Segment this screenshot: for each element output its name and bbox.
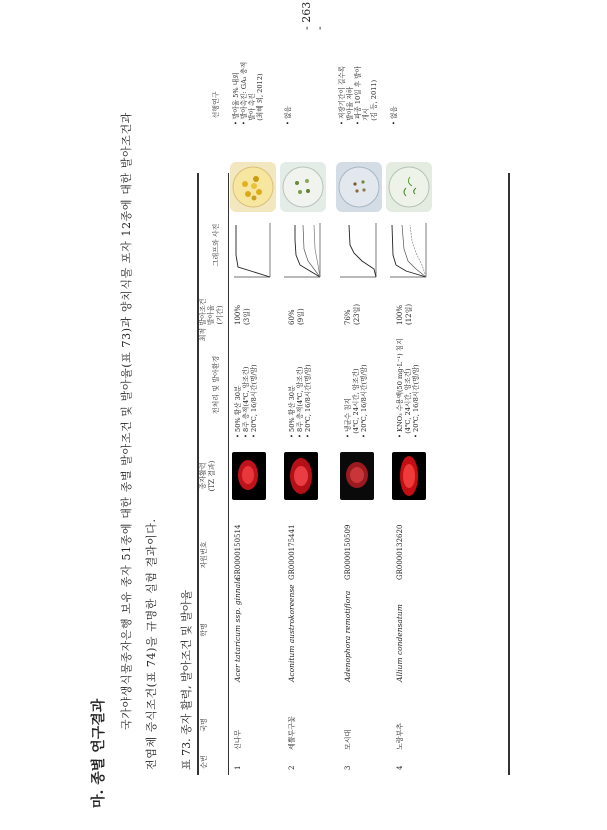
table-header-rule — [228, 173, 229, 775]
table-row-1-no: 1 — [234, 765, 242, 770]
header-korean: 국명 — [200, 718, 208, 732]
intro-line-2: 전엽체 증식조건(표 74)을 규명한 실험 결과이다. — [145, 518, 158, 770]
graph-4 — [386, 219, 432, 285]
table-row-4-scientific: Allium condensatum — [395, 604, 404, 682]
header-scientific: 학명 — [200, 623, 208, 637]
table-row-4-treatment: • KNO₃ 수용액(50 mg·L⁻¹) 침지 (4℃, 24시간, 암조건) • 20℃, 16/8시간(명/암) — [396, 338, 420, 438]
table-row-1-scientific: Acer tataricum ssp. ginnala — [233, 577, 242, 682]
header-graph: 그래프와 사진 — [212, 223, 220, 267]
header-optimal: 최적 발아조건 — [199, 298, 207, 342]
graph-2 — [280, 219, 326, 285]
table-bottom-rule — [508, 173, 510, 775]
table-row-2-treatment: • 50% 황산 30분 • 8주 층적(4℃, 암조건) • 20℃, 16/8시간(명/암) — [288, 364, 312, 438]
table-row-3-prior: • 저장기간이 길수록 발아율 저하 • 파종 10일 후 발아 개시 (김 등, 2011) — [338, 65, 378, 125]
table-row-2-korean: 세뿔투구꽃 — [288, 716, 296, 750]
table-row-4-rate: 100% (12일) — [396, 303, 413, 325]
table-row-3-treatment: • 냉균수 침지 (4℃, 24시간, 암조건) • 20℃, 16/8시간(명/암) — [344, 364, 368, 438]
dish-photo-4 — [386, 162, 432, 212]
header-treatment: 전처리 및 발아환경 — [212, 355, 220, 415]
tz-image-1 — [232, 452, 266, 500]
intro-line-1: 국가야생식물종자은행 보유 종자 51종에 대한 종별 발아조건 및 발아율(표 73)과 양치식물 포자 12종에 대한 발아조건과 — [120, 112, 133, 730]
table-row-2-no: 2 — [288, 765, 296, 770]
dish-photo-1 — [230, 162, 276, 212]
table-row-3-rate: 76% (23일) — [344, 303, 361, 325]
graph-1 — [230, 219, 276, 285]
header-tz: 종자활력 (TZ 결과) — [199, 460, 216, 492]
table-row-3-accession: GR0000150509 — [344, 524, 352, 580]
table-row-1-treatment: • 50% 황산 30분 • 8주 층적(4℃, 암조건) • 20℃, 16/8시간(명/암) — [234, 364, 258, 438]
page-number: - 263 - — [300, 1, 326, 30]
table-row-3-korean: 모시대 — [344, 729, 352, 750]
tz-image-3 — [340, 452, 374, 500]
table-row-1-rate: 100% (3일) — [234, 304, 251, 325]
section-title: 마. 종별 연구결과 — [91, 698, 107, 808]
table-row-1-prior: • 발아율 5% 내외 • 발아촉진: GA₃ 충적 발아 촉진 (최혜 외, 2012) — [232, 61, 264, 125]
table-row-2-scientific: Aconitum austrokoreense — [287, 584, 296, 682]
table-row-1-korean: 신나무 — [234, 729, 242, 750]
table-row-3-scientific: Adenophora remotiflora — [343, 590, 352, 682]
table-row-4-prior: • 없음 — [390, 106, 398, 125]
header-rate: 발아율 (기간) — [207, 304, 224, 326]
table-row-3-no: 3 — [344, 765, 352, 770]
table-row-2-prior: • 없음 — [284, 106, 292, 125]
header-no: 순번 — [200, 755, 208, 769]
table-row-1-accession: GR0000150514 — [234, 524, 242, 580]
header-prior: 선행연구 — [212, 91, 220, 119]
table-row-2-rate: 60% (9일) — [288, 308, 305, 325]
tz-image-4 — [392, 452, 426, 500]
table-row-2-accession: GR0000175441 — [288, 524, 296, 580]
graph-3 — [336, 219, 382, 285]
dish-photo-3 — [336, 162, 382, 212]
table-row-4-korean: 노랑부추 — [396, 722, 404, 750]
table-row-4-accession: GR0000132620 — [396, 524, 404, 580]
header-accession: 자원번호 — [200, 541, 208, 569]
tz-image-2 — [284, 452, 318, 500]
dish-photo-2 — [280, 162, 326, 212]
table-row-4-no: 4 — [396, 765, 404, 770]
table-caption: 표 73. 종자 활력, 발아조건 및 발아율 — [180, 589, 193, 770]
